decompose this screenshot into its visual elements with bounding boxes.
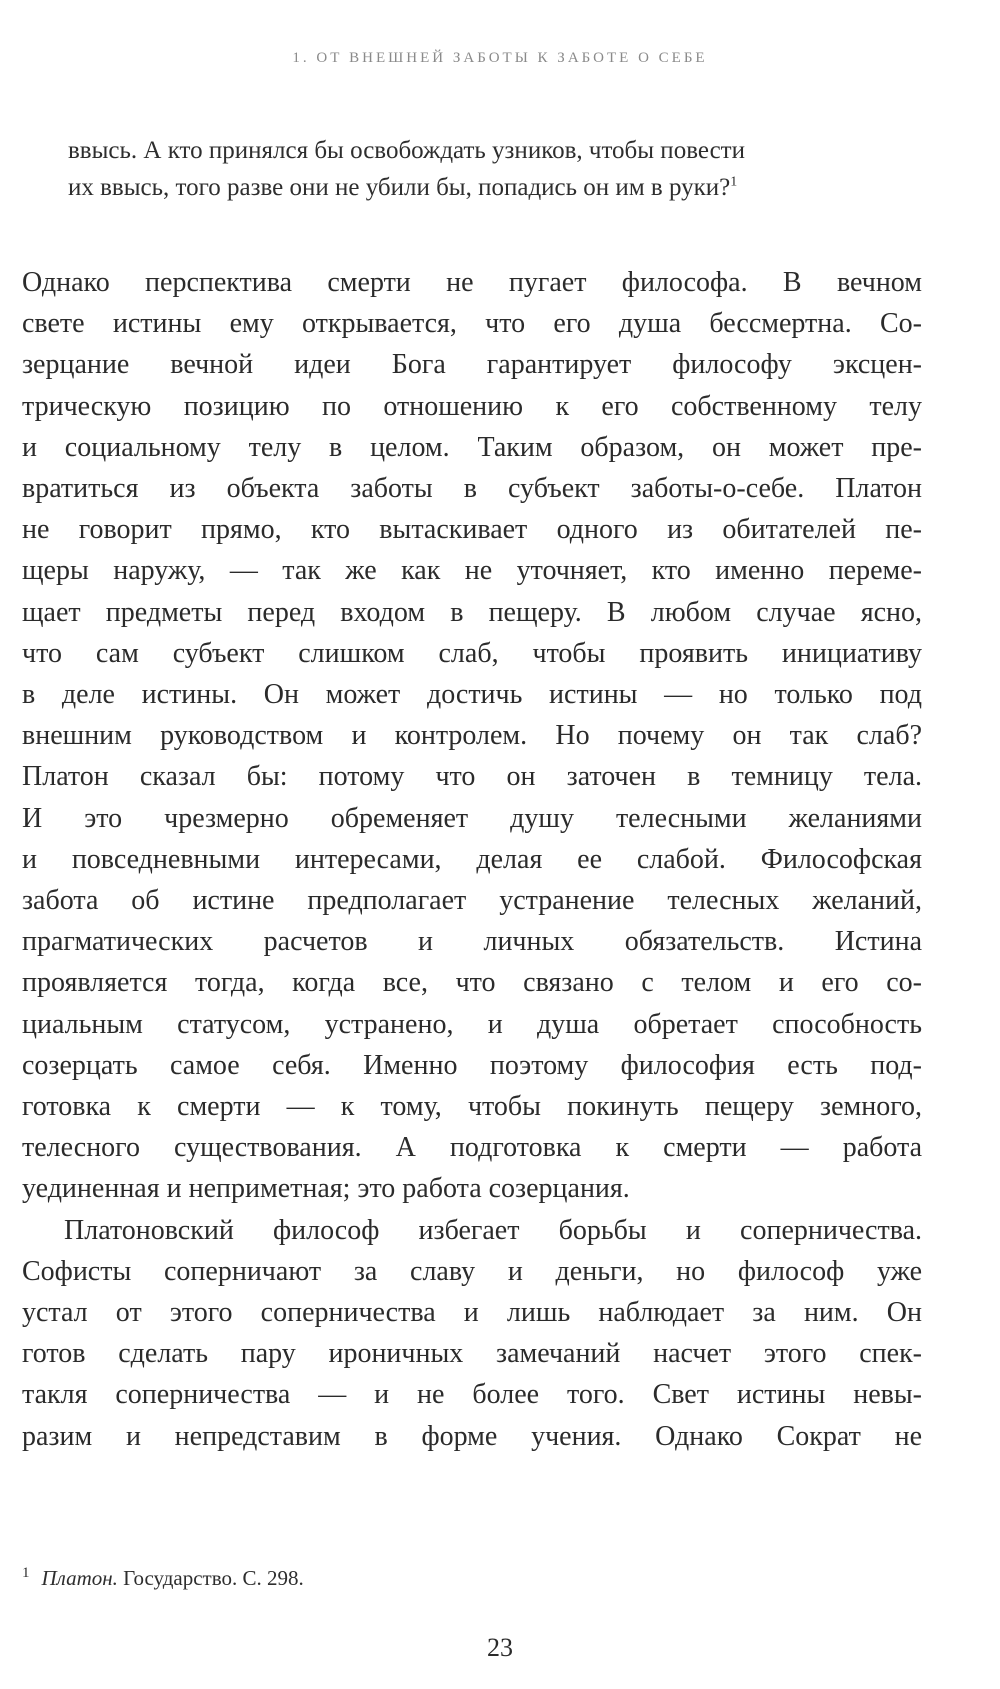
text-line: внешним руководством и контролем. Но почему он так слаб? xyxy=(22,720,922,752)
running-head: 1. ОТ ВНЕШНЕЙ ЗАБОТЫ К ЗАБОТЕ О СЕБЕ xyxy=(292,50,708,66)
footnote-reference[interactable]: 1 xyxy=(730,174,738,190)
text-line: что сам субъект слишком слаб, чтобы проявить инициативу xyxy=(22,637,922,669)
text-line: Платоновский философ избегает борьбы и соперничества. xyxy=(64,1214,922,1246)
footnote-number: 1 xyxy=(22,1565,30,1581)
text-line: Софисты соперничают за славу и деньги, но философ уже xyxy=(22,1255,922,1287)
text-line: телесного существования. А подготовка к смерти — работа xyxy=(22,1132,922,1164)
text-line: уединенная и неприметная; это работа созерцания. xyxy=(22,1173,630,1205)
text-line: готовка к смерти — к тому, чтобы покинуть пещеру земного, xyxy=(22,1091,922,1123)
text-line: зерцание вечной идеи Бога гарантирует философу эксцен- xyxy=(22,349,922,381)
text-line: и социальному телу в целом. Таким образом, он может пре- xyxy=(22,431,922,463)
text-line: забота об истине предполагает устранение телесных желаний, xyxy=(22,885,922,917)
text-line: прагматических расчетов и личных обязательств. Истина xyxy=(22,926,922,958)
text-line: проявляется тогда, когда все, что связано с телом и его со- xyxy=(22,967,922,999)
text-line: вратиться из объекта заботы в субъект заботы-о-себе. Платон xyxy=(22,473,922,505)
page-number: 23 xyxy=(487,1633,513,1662)
text-line: такля соперничества — и не более того. Свет истины невы- xyxy=(22,1379,922,1411)
text-line: Платон сказал бы: потому что он заточен в темницу тела. xyxy=(22,761,922,793)
text-line: трическую позицию по отношению к его собственному телу xyxy=(22,390,922,422)
footnote xyxy=(22,1565,304,1591)
text-line: И это чрезмерно обременяет душу телесными желаниями xyxy=(22,802,922,834)
footnote-author: Платон. xyxy=(41,1566,118,1590)
text-line: устал от этого соперничества и лишь наблюдает за ним. Он xyxy=(22,1297,922,1329)
text-line: не говорит прямо, кто вытаскивает одного из обитателей пе- xyxy=(22,514,922,546)
text-line: в деле истины. Он может достичь истины — но только под xyxy=(22,679,922,711)
text-line: щает предметы перед входом в пещеру. В любом случае ясно, xyxy=(22,596,922,628)
text-line: созерцать самое себя. Именно поэтому философия есть под- xyxy=(22,1049,922,1081)
quote-line-text: их ввысь, того разве они не убили бы, попадись он им в руки? xyxy=(68,174,731,201)
text-line: циальным статусом, устранено, и душа обретает способность xyxy=(22,1008,922,1040)
quote-line-last xyxy=(68,169,923,206)
footnote-text: Государство. С. 298. xyxy=(123,1566,304,1590)
text-line: Однако перспектива смерти не пугает философа. В вечном xyxy=(22,267,922,298)
block-quote xyxy=(68,132,923,206)
main-text xyxy=(22,262,922,1457)
text-line: и повседневными интересами, делая ее слабой. Философская xyxy=(22,843,922,875)
text-line: щеры наружу, — так же как не уточняет, кто именно переме- xyxy=(22,555,922,587)
text-line: свете истины ему открывается, что его душа бессмертна. Со- xyxy=(22,308,922,340)
text-line: готов сделать пару ироничных замечаний насчет этого спек- xyxy=(22,1338,922,1370)
paragraph xyxy=(22,262,922,1210)
paragraph xyxy=(22,1210,922,1457)
quote-line: ввысь. А кто принялся бы освобождать узников, чтобы повести xyxy=(68,137,745,164)
text-line: разим и непредставим в форме учения. Однако Сократ не xyxy=(22,1420,922,1452)
